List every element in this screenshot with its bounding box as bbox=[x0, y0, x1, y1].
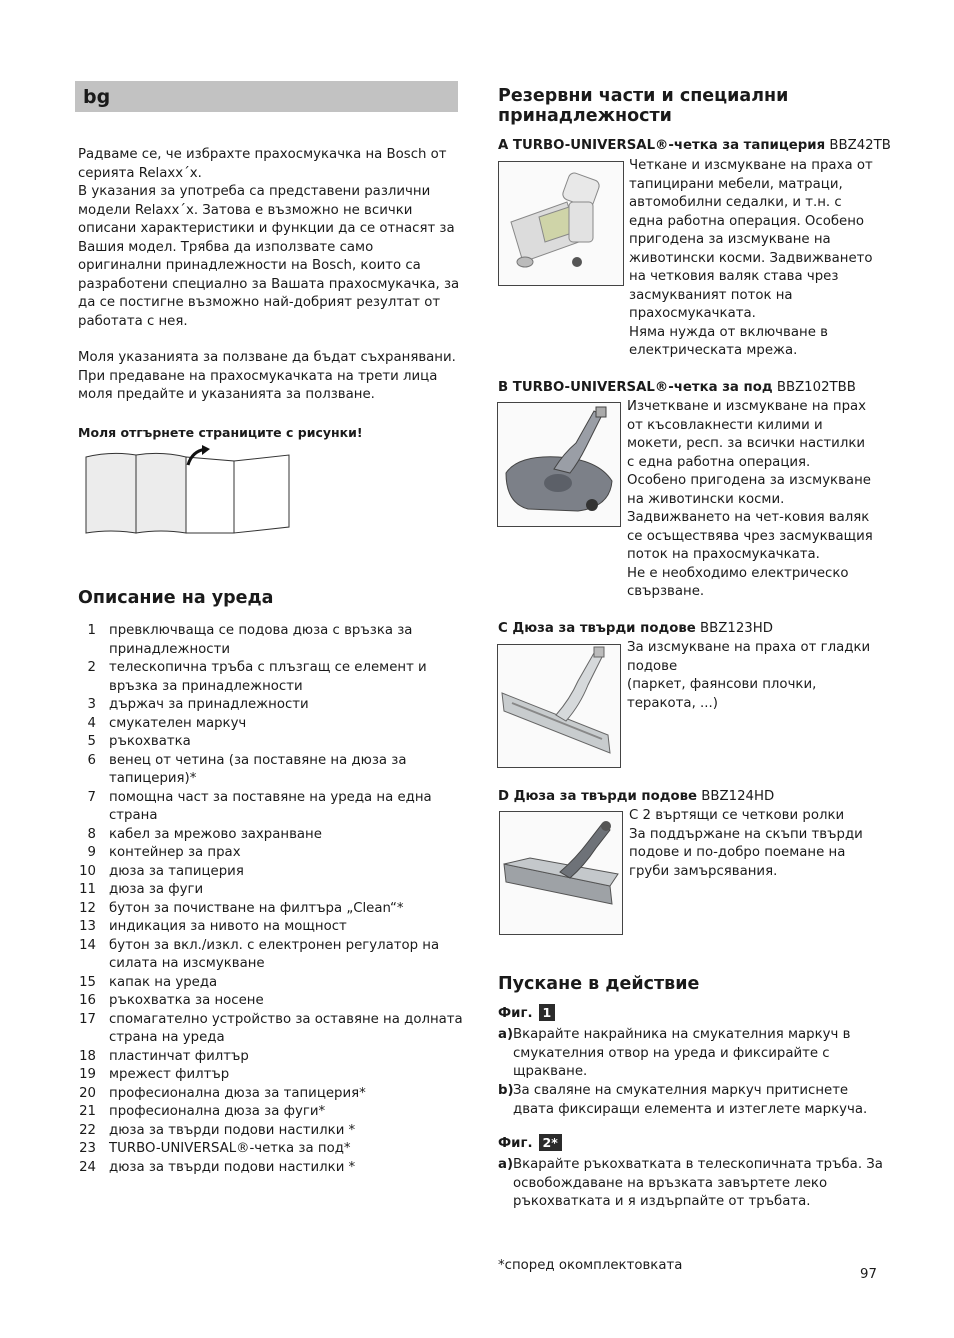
fig-1-badge: 1 bbox=[539, 1004, 556, 1021]
list-item: 6 венец от четина (за поставяне на дюза за тапицерия)* bbox=[87, 752, 407, 786]
accessory-c-text: За изсмукване на праха от гладки подове (паркет, фаянсови плочки, теракота, ...) bbox=[627, 640, 871, 711]
intro-paragraph-2: Моля указанията за ползване да бъдат съхранявани. При предаване на прахосмукачката на трети лица моля предайте и указанията за ползване. bbox=[78, 350, 456, 402]
list-item: 12 бутон за почистване на филтъра „Clean“* bbox=[79, 900, 404, 916]
list-item: 21 професионална дюза за фуги* bbox=[79, 1104, 326, 1119]
floor-brush-image bbox=[497, 402, 621, 527]
parts-list bbox=[78, 622, 468, 1177]
language-bar bbox=[75, 81, 458, 112]
list-item: 5 ръкохватка bbox=[87, 734, 191, 749]
fold-pages-illustration bbox=[84, 445, 294, 535]
accessories-heading: Резервни части и специални принадлежности bbox=[498, 86, 789, 126]
list-item: 14 бутон за вкл./изкл. с електронен регулатор на силата на изсмукване bbox=[79, 937, 440, 971]
list-item: 19 мрежест филтър bbox=[79, 1067, 230, 1082]
list-item: 3 държач за принадлежности bbox=[87, 697, 309, 712]
footnote: *според окомплектовката bbox=[498, 1258, 683, 1273]
list-item: 18 пластинчат филтър bbox=[79, 1048, 249, 1064]
upholstery-brush-image bbox=[498, 161, 624, 286]
list-item: 10 дюза за тапицерия bbox=[79, 863, 244, 879]
hard-floor-nozzle-rollers-image bbox=[499, 811, 623, 935]
accessory-b-title: B TURBO-UNIVERSAL®-четка за под BBZ102TBB bbox=[498, 380, 856, 395]
list-item: 11 дюза за фуги bbox=[79, 882, 204, 897]
startup-heading: Пускане в действие bbox=[498, 974, 700, 994]
fig-2-badge: 2* bbox=[539, 1134, 562, 1151]
accessory-c-title: C Дюза за твърди подове BBZ123HD bbox=[498, 621, 773, 636]
list-item: 20 професионална дюза за тапицерия* bbox=[79, 1085, 366, 1101]
accessory-d-text: С 2 въртящи се четкови ролки За поддържане на скъпи твърди подове и по-добро поемане на груби замърсявания. bbox=[629, 808, 863, 879]
page-number: 97 bbox=[860, 1267, 877, 1282]
fig-1-step-a: a) Вкарайте накрайника на смукателния маркуч в смукателния отвор на уреда и фиксирайте с щракване. bbox=[498, 1027, 851, 1079]
list-item: 2 телескопична тръба с плъзгащ се елемент и връзка за принадлежности bbox=[87, 660, 427, 694]
list-item: 17 спомагателно устройство за оставяне на долната страна на уреда bbox=[79, 1011, 463, 1045]
list-item: 15 капак на уреда bbox=[79, 974, 218, 990]
fig-2-label: Фиг. 2* bbox=[498, 1134, 562, 1154]
language-tag: bg bbox=[83, 86, 111, 108]
accessory-a-title: A TURBO-UNIVERSAL®-четка за тапицерия BBZ42TB bbox=[498, 138, 891, 153]
list-item: 22 дюза за твърди подови настилки * bbox=[79, 1122, 356, 1138]
list-item: 4 смукателен маркуч bbox=[87, 715, 247, 731]
intro-paragraph-1: Радваме се, че избрахте прахосмукачка на Bosch от серията Relaxx´x. В указания за употреба са представени различни модели Relaxx´x. Затова е възможно не всички описани характеристики и функции да се отнасят за Вашия модел. Трябва да използвате само оригинални принадлежности на Bosch, които са разработени специално за Вашата прахосмукачка, за да се постигне възможно най-добрият резултат от работата с нея. bbox=[78, 147, 460, 329]
hard-floor-nozzle-image bbox=[497, 644, 621, 768]
list-item: 13 индикация за нивото на мощност bbox=[79, 919, 347, 934]
accessory-a-text: Четкане и изсмукване на праха от тапицирани мебели, матраци, автомобилни седалки, и т.н. с една работна операция. Особено пригодена за изсмукване на животински косми. Задвижването на четковия валяк става чрез засмукваният поток на прахосмукачката. Няма нужда от включване в електрическата мрежа. bbox=[629, 158, 873, 358]
fig-1-step-b: b) За сваляне на смукателния маркуч притиснете двата фиксиращи елемента и изтеглете маркуча. bbox=[498, 1083, 868, 1117]
fig-2-step-a: a) Вкарайте ръкохватката в телескопичната тръба. За освобождаване на връзката завъртете леко ръкохватката и я издърпайте от тръбата. bbox=[498, 1157, 883, 1209]
list-item: 16 ръкохватка за носене bbox=[79, 993, 264, 1008]
list-item: 8 кабел за мрежово захранване bbox=[87, 826, 322, 842]
accessory-b-text: Изчеткване и изсмукване на прах от късовлакнести килими и мокети, респ. за всички настилки с една работна операция. Особено пригодена за изсмукване на животински косми. Задвижването на чет-ковия валяк се осъществява чрез засмукващия поток на прахосмукачката. Не е необходимо електрическо свързване. bbox=[627, 399, 873, 599]
accessory-d-title: D Дюза за твърди подове BBZ124HD bbox=[498, 789, 775, 804]
list-item: 1 превключваща се подова дюза с връзка за принадлежности bbox=[87, 623, 413, 657]
list-item: 9 контейнер за прах bbox=[87, 845, 241, 860]
list-item: 23 TURBO-UNIVERSAL®-четка за под* bbox=[79, 1141, 351, 1156]
list-item: 24 дюза за твърди подови настилки * bbox=[79, 1159, 356, 1175]
fold-note: Моля отгърнете страниците с рисунки! bbox=[78, 425, 363, 440]
fig-1-label: Фиг. 1 bbox=[498, 1004, 555, 1024]
description-heading: Описание на уреда bbox=[78, 588, 274, 608]
list-item: 7 помощна част за поставяне на уреда на една страна bbox=[87, 789, 432, 823]
